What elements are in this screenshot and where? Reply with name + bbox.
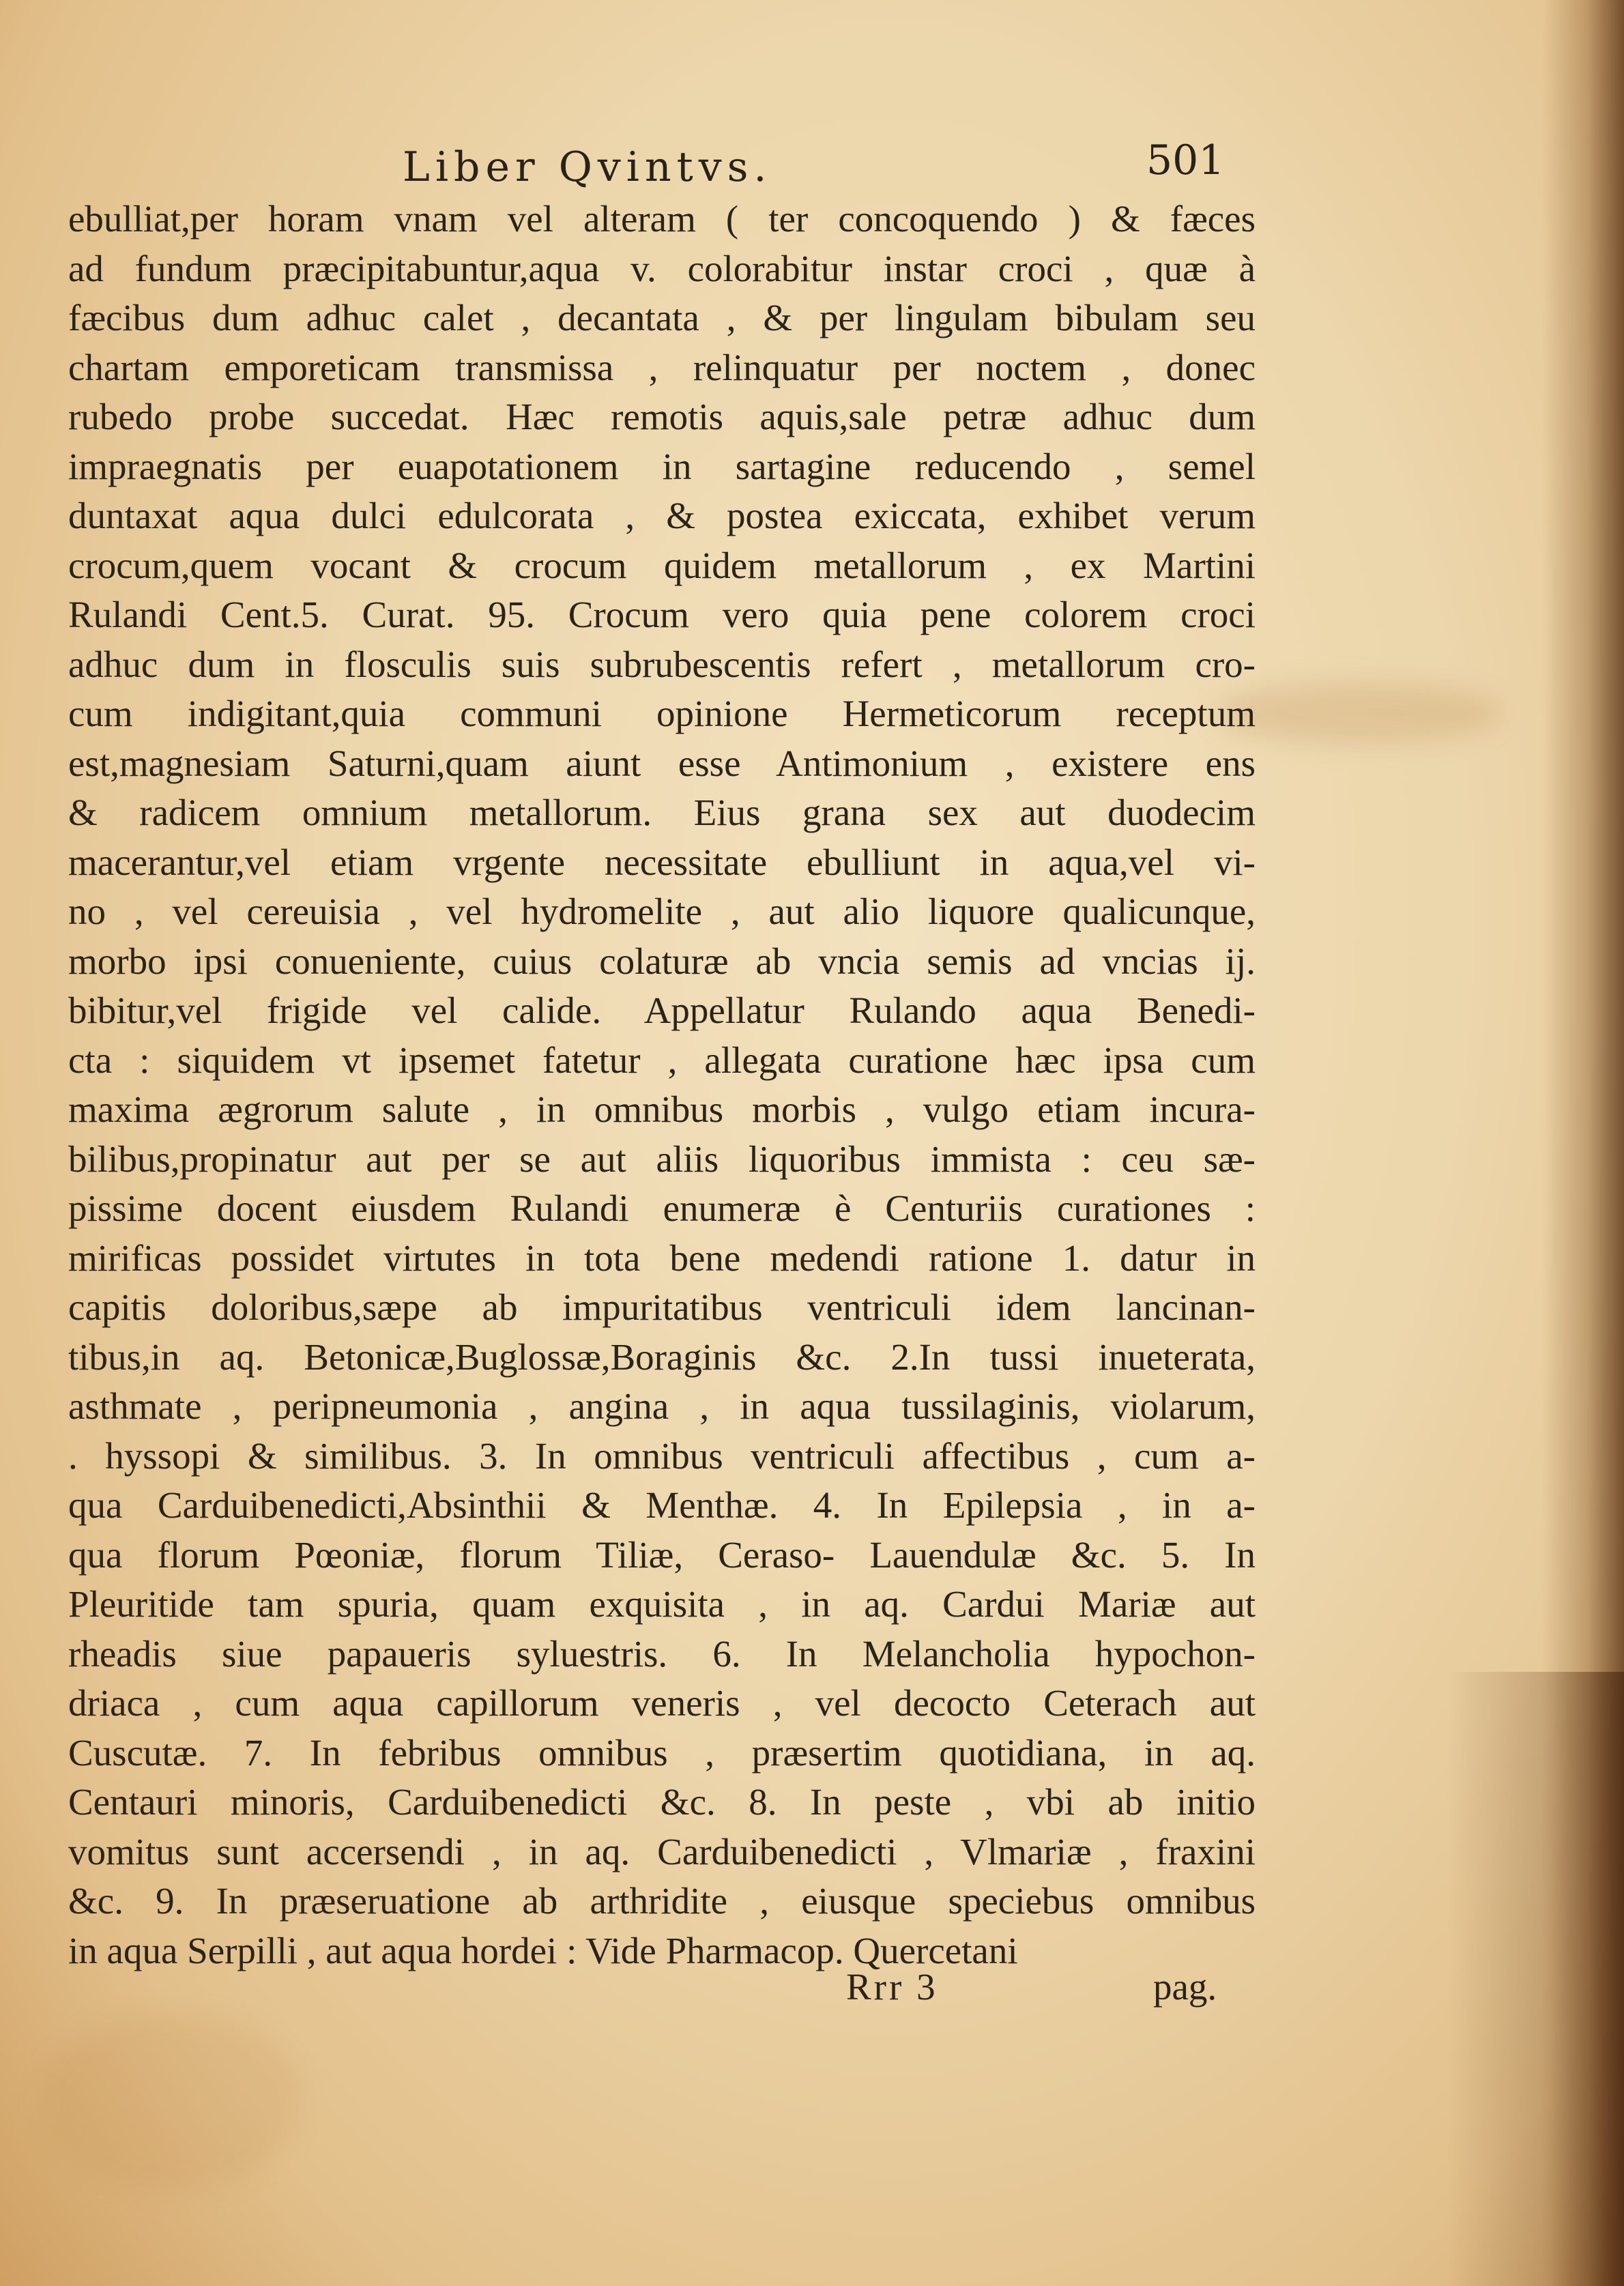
text-line: Centauri minoris, Carduibenedicti &c. 8. In peste , vbi ab initio <box>68 1781 1256 1823</box>
text-line: impraegnatis per euapotationem in sartagine reducendo , semel <box>68 445 1256 487</box>
text-line: Rulandi Cent.5. Curat. 95. Crocum vero quia pene colorem croci <box>68 594 1256 635</box>
text-line: ebulliat,per horam vnam vel alteram ( ter concoquendo ) & fæces <box>68 198 1256 240</box>
text-line: morbo ipsi conueniente, cuius colaturæ ab vncia semis ad vncias ij. <box>68 940 1256 982</box>
text-line: driaca , cum aqua capillorum veneris , vel decocto Ceterach aut <box>68 1682 1256 1724</box>
text-line: cum indigitant,quia communi opinione Hermeticorum receptum <box>68 693 1256 734</box>
text-line: ad fundum præcipitabuntur,aqua v. colorabitur instar croci , quæ à <box>68 247 1256 289</box>
text-line: cta : siquidem vt ipsemet fatetur , allegata curatione hæc ipsa cum <box>68 1039 1256 1081</box>
text-line: fæcibus dum adhuc calet , decantata , & per lingulam bibulam seu <box>68 297 1256 338</box>
catchword: pag. <box>1153 1966 1217 2008</box>
text-line: crocum,quem vocant & crocum quidem metallorum , ex Martini <box>68 544 1256 586</box>
text-line: adhuc dum in flosculis suis subrubescentis refert , metallorum cro- <box>68 643 1256 685</box>
signature-mark: Rrr 3 <box>846 1966 938 2008</box>
text-line: maxima ægrorum salute , in omnibus morbis , vulgo etiam incura- <box>68 1088 1256 1130</box>
page-footer <box>0 1965 1624 2027</box>
text-line: bilibus,propinatur aut per se aut aliis liquoribus immista : ceu sæ- <box>68 1138 1256 1180</box>
body-text <box>68 194 1256 1976</box>
text-line: mirificas possidet virtutes in tota bene medendi ratione 1. datur in <box>68 1236 1256 1279</box>
text-line: & radicem omnium metallorum. Eius grana sex aut duodecim <box>68 792 1256 833</box>
text-line: Cuscutæ. 7. In febribus omnibus , præsertim quotidiana, in aq. <box>68 1731 1256 1774</box>
text-line: tibus,in aq. Betonicæ,Buglossæ,Boraginis &c. 2.In tussi inueterata, <box>68 1335 1256 1378</box>
text-line: chartam emporeticam transmissa , relinquatur per noctem , donec <box>68 346 1256 388</box>
running-head: Liber Qvintvs. <box>403 143 772 191</box>
text-line: macerantur,vel etiam vrgente necessitate ebulliunt in aqua,vel vi- <box>68 841 1256 883</box>
paper-stain <box>41 2013 300 2190</box>
text-line: duntaxat aqua dulci edulcorata , & postea exiccata, exhibet verum <box>68 495 1256 536</box>
text-line: &c. 9. In præseruatione ab arthridite , eiusque speciebus omnibus <box>68 1880 1256 1922</box>
text-line: vomitus sunt accersendi , in aq. Carduibenedicti , Vlmariæ , fraxini <box>68 1830 1256 1872</box>
text-line: qua florum Pœoniæ, florum Tiliæ, Ceraso- Lauendulæ &c. 5. In <box>68 1533 1256 1576</box>
text-line: Pleuritide tam spuria, quam exquisita , in aq. Cardui Mariæ aut <box>68 1583 1256 1625</box>
text-line: asthmate , peripneumonia , angina , in aqua tussilaginis, violarum, <box>68 1385 1256 1427</box>
text-line: rheadis siue papaueris syluestris. 6. In Melancholia hypochon- <box>68 1632 1256 1675</box>
text-line: no , vel cereuisia , vel hydromelite , aut alio liquore qualicunque, <box>68 891 1256 932</box>
text-line: bibitur,vel frigide vel calide. Appellatur Rulando aqua Benedi- <box>68 989 1256 1031</box>
text-line: est,magnesiam Saturni,quam aiunt esse Antimonium , existere ens <box>68 742 1256 784</box>
paper-stain <box>1215 682 1501 744</box>
text-line: pissime docent eiusdem Rulandi enumeræ è Centuriis curationes : <box>68 1187 1256 1229</box>
text-line: in aqua Serpilli , aut aqua hordei : Vide Pharmacop. Quercetani <box>68 1929 1018 1971</box>
text-line: qua Carduibenedicti,Absinthii & Menthæ. 4. In Epilepsia , in a- <box>68 1484 1256 1526</box>
text-line: rubedo probe succedat. Hæc remotis aquis,sale petræ adhuc dum <box>68 396 1256 437</box>
text-line: . hyssopi & similibus. 3. In omnibus ventriculi affectibus , cum a- <box>68 1434 1256 1477</box>
text-line: capitis doloribus,sæpe ab impuritatibus ventriculi idem lancinan- <box>68 1286 1256 1328</box>
page-number: 501 <box>1146 136 1225 184</box>
